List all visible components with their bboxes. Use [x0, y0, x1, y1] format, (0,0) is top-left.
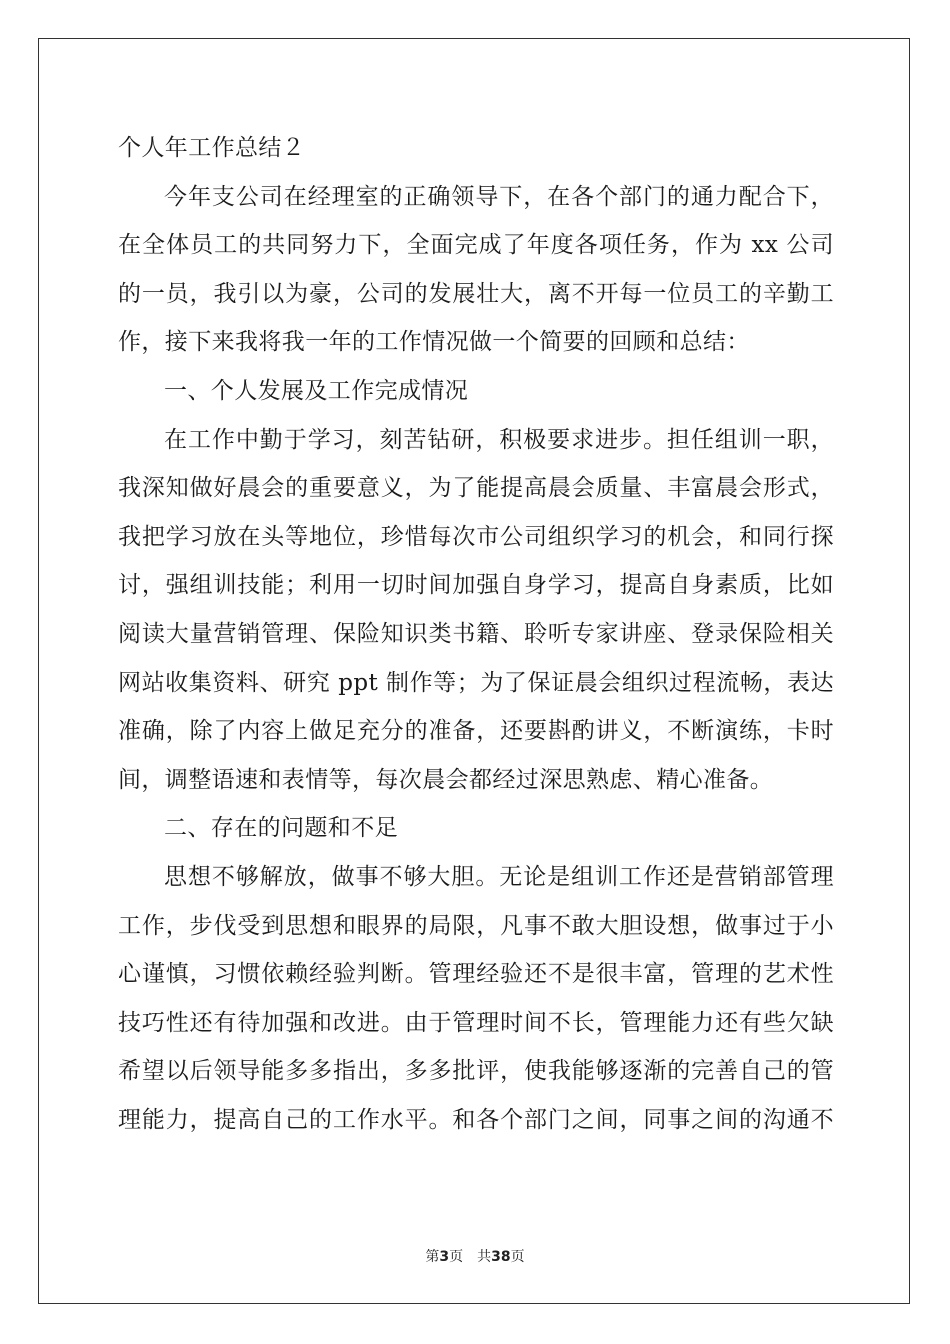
paragraph-line: 间，调整语速和表情等，每次晨会都经过深思熟虑、精心准备。 [118, 766, 774, 793]
paragraph-line: 作，接下来我将我一年的工作情况做一个简要的回顾和总结： [118, 329, 750, 356]
total-label-prefix: 共 [477, 1249, 492, 1265]
paragraph-line: 网站收集资料、研究 ppt 制作等；为了保证晨会组织过程流畅，表达 [118, 669, 834, 696]
page-number: 3 [439, 1249, 450, 1265]
paragraph-line: 的一员，我引以为豪，公司的发展壮大，离不开每一位员工的辛勤工 [118, 280, 834, 307]
total-label-unit: 页 [510, 1249, 525, 1265]
paragraph-line: 希望以后领导能多多指出，多多批评，使我能够逐渐的完善自己的管 [118, 1058, 834, 1085]
paragraph-line: 今年支公司在经理室的正确领导下，在各个部门的通力配合下， [164, 183, 834, 210]
paragraph-line: 我把学习放在头等地位，珍惜每次市公司组织学习的机会，和同行探 [118, 523, 834, 550]
page-total: 38 [491, 1249, 511, 1265]
page-footer [0, 1246, 950, 1266]
paragraph-line: 阅读大量营销管理、保险知识类书籍、聆听专家讲座、登录保险相关 [118, 620, 834, 647]
paragraph-line: 心谨慎，习惯依赖经验判断。管理经验还不是很丰富，管理的艺术性 [118, 961, 834, 988]
paragraph-line: 准确，除了内容上做足充分的准备，还要斟酌讲义，不断演练，卡时 [118, 718, 834, 745]
paragraph-line: 在工作中勤于学习，刻苦钻研，积极要求进步。担任组训一职， [164, 426, 834, 453]
paragraph-line: 思想不够解放，做事不够大胆。无论是组训工作还是营销部管理 [164, 863, 834, 890]
document-body [118, 124, 834, 1144]
page-label-unit: 页 [449, 1249, 464, 1265]
paragraph-line: 我深知做好晨会的重要意义，为了能提高晨会质量、丰富晨会形式， [118, 475, 834, 502]
section-heading: 二、存在的问题和不足 [164, 815, 398, 842]
section-heading: 一、个人发展及工作完成情况 [164, 377, 469, 404]
paragraph-line: 在全体员工的共同努力下，全面完成了年度各项任务，作为 xx 公司 [118, 232, 834, 259]
document-heading: 个人年工作总结２ [118, 135, 306, 161]
paragraph-line: 工作，步伐受到思想和眼界的局限，凡事不敢大胆设想，做事过于小 [118, 912, 834, 939]
page-label-prefix: 第 [425, 1249, 440, 1265]
paragraph-line: 讨，强组训技能；利用一切时间加强自身学习，提高自身素质，比如 [118, 572, 834, 599]
paragraph-line: 理能力，提高自己的工作水平。和各个部门之间，同事之间的沟通不 [118, 1106, 834, 1133]
paragraph-line: 技巧性还有待加强和改进。由于管理时间不长，管理能力还有些欠缺 [118, 1009, 834, 1036]
